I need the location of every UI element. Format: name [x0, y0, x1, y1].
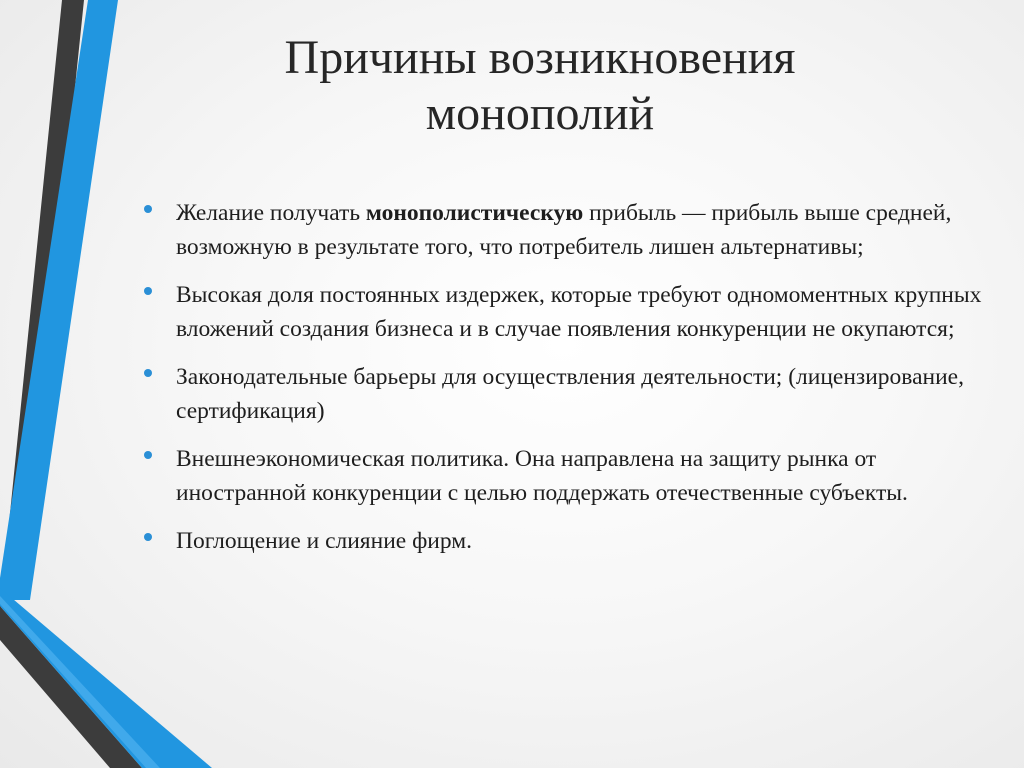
bullet-dot-icon: [144, 369, 152, 377]
bullet-dot-icon: [144, 205, 152, 213]
bullet-item-5: [140, 524, 1000, 558]
bullet-text: Поглощение и слияние фирм.: [176, 528, 473, 554]
blue-diagonal-stripe: [0, 588, 212, 768]
bullet-dot-icon: [144, 451, 152, 459]
blue-vertical-stripe: [0, 0, 118, 600]
bullet-text: Высокая доля постоянных издержек, которые требуют одномоментных крупных вложений создания бизнеса и в случае появления конкуренции не окупаются;: [176, 282, 982, 342]
dark-diagonal-stripe: [0, 606, 142, 768]
bullet-list: [140, 196, 1000, 572]
bullet-text-part: Желание получать: [176, 200, 366, 226]
slide-title-line-2: монополий: [425, 87, 655, 140]
bullet-text: [176, 200, 951, 260]
slide-title-line-1: Причины возникновения: [284, 31, 796, 84]
bullet-item-1: [140, 196, 1000, 264]
bullet-bold-term: монополистическую: [365, 200, 584, 226]
bullet-item-3: [140, 360, 1000, 428]
bullet-text: Законодательные барьеры для осуществления деятельности; (лицензирование, сертификация): [176, 364, 964, 424]
bullet-text: Внешнеэкономическая политика. Она направлена на защиту рынка от иностранной конкуренции с целью поддержать отечественные субъекты.: [176, 446, 908, 506]
bullet-item-4: [140, 442, 1000, 510]
dark-vertical-stripe: [0, 0, 84, 612]
bullet-dot-icon: [144, 287, 152, 295]
blue-diagonal-highlight: [0, 596, 160, 768]
bullet-text-part: прибыль — прибыль выше средней, возможную в результате того, что потребитель лишен альтернативы;: [176, 200, 952, 260]
bullet-item-2: [140, 278, 1000, 346]
slide-title: [180, 30, 900, 142]
bullet-dot-icon: [144, 533, 152, 541]
